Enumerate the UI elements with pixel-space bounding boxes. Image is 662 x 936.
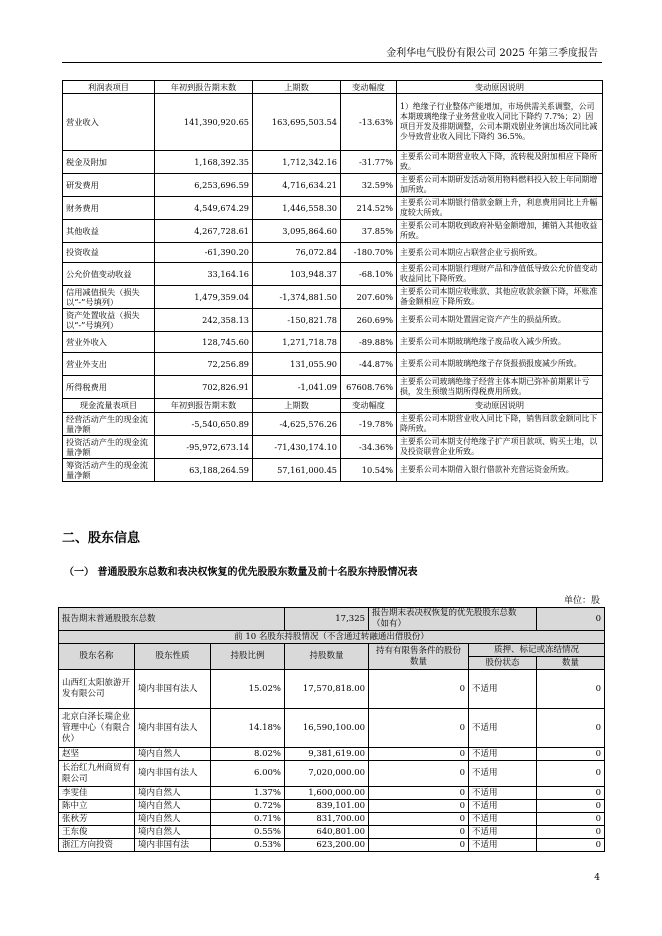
item-cell: 投资活动产生的现金流量净额 [63,436,155,459]
reason-cell: 主要系公司本期营业收入同比下降，销售回款金额同比下降所致。 [397,413,603,436]
col-header: 年初到报告期末数 [155,399,253,413]
prior-cell: -4,625,576.26 [253,413,341,436]
holder-status: 不适用 [469,761,537,787]
item-cell: 营业外收入 [63,332,155,353]
current-cell: 4,549,674.29 [155,197,253,220]
holder-nature: 境内自然人 [135,800,211,813]
holder-status: 不适用 [469,813,537,826]
holder-restricted: 0 [369,839,469,852]
current-cell: 1,168,392.35 [155,151,253,174]
current-cell: 1,479,359.04 [155,286,253,309]
item-cell: 其他收益 [63,220,155,243]
table-row [63,286,603,309]
holder-status: 不适用 [469,800,537,813]
col-header: 质押、标记或冻结情况 [469,644,605,657]
holder-status: 不适用 [469,670,537,709]
holder-name: 北京白泽长瑞企业管理中心（有限合伙） [59,709,135,748]
reason-cell: 主要系公司本期借入银行借款补充营运资金所致。 [397,459,603,482]
holder-name: 李雯佳 [59,787,135,800]
prior-cell: 1,712,342.16 [253,151,341,174]
holder-ratio: 15.02% [211,670,285,709]
table-row [63,309,603,332]
reason-cell: 主要系公司本期收到政府补贴金额增加，摊销入其他收益所致。 [397,220,603,243]
holder-restricted: 0 [369,748,469,761]
prior-cell: 131,055.90 [253,353,341,376]
holder-status: 不适用 [469,826,537,839]
table-row [63,197,603,220]
current-cell: 141,390,920.65 [155,94,253,151]
table-row [59,709,605,748]
table-row [59,748,605,761]
table-row [63,263,603,286]
col-header: 股东名称 [59,644,135,670]
table-row [63,243,603,263]
table-row [63,376,603,399]
holder-qty: 623,200.00 [285,839,369,852]
holder-amount: 0 [537,839,605,852]
holder-qty: 7,020,000.00 [285,761,369,787]
holder-name: 张秋芳 [59,813,135,826]
holder-restricted: 0 [369,670,469,709]
holder-restricted: 0 [369,826,469,839]
col-header: 股份状态 [469,657,537,670]
reason-cell: 主要系公司本期应占联营企业亏损所致。 [397,243,603,263]
change-cell: -34.36% [341,436,397,459]
current-cell: -5,540,650.89 [155,413,253,436]
holder-qty: 831,700.00 [285,813,369,826]
col-header: 持有有限售条件的股份数量 [369,644,469,670]
income-change-table [62,80,603,482]
holder-name: 赵坚 [59,748,135,761]
holder-name: 陈中立 [59,800,135,813]
prior-cell: 163,695,503.54 [253,94,341,151]
change-cell: 207.60% [341,286,397,309]
holder-restricted: 0 [369,787,469,800]
current-cell: 702,826.91 [155,376,253,399]
preferred-holders-value: 0 [537,608,605,631]
prior-cell: -1,374,881.50 [253,286,341,309]
holder-ratio: 0.71% [211,813,285,826]
table-row [63,332,603,353]
current-cell: 33,164.16 [155,263,253,286]
prior-cell: 1,446,558.30 [253,197,341,220]
item-cell: 研发费用 [63,174,155,197]
item-cell: 资产处置收益（损失以“-”号填列） [63,309,155,332]
holder-ratio: 8.02% [211,748,285,761]
change-cell: -180.70% [341,243,397,263]
page-header [62,40,602,63]
reason-cell: 主要系公司本期处置固定资产产生的损益所致。 [397,309,603,332]
holder-qty: 9,381,619.00 [285,748,369,761]
top10-title: 前 10 名股东持股情况（不含通过转融通出借股份） [59,631,605,644]
change-cell: -19.78% [341,413,397,436]
holder-amount: 0 [537,670,605,709]
current-cell: -61,390.20 [155,243,253,263]
change-cell: -89.88% [341,332,397,353]
reason-cell: 主要系公司本期研发活动领用物料燃料投入较上年同期增加所致。 [397,174,603,197]
holder-restricted: 0 [369,761,469,787]
holder-amount: 0 [537,813,605,826]
change-cell: 260.69% [341,309,397,332]
holder-amount: 0 [537,787,605,800]
current-cell: 242,358.13 [155,309,253,332]
total-holders-label: 报告期末普通股股东总数 [59,608,285,631]
item-cell: 所得税费用 [63,376,155,399]
total-holders-value: 17,325 [285,608,369,631]
header-title: 金利华电气股份有限公司 2025 年第三季度报告 [386,48,598,59]
col-header: 现金流量表项目 [63,399,155,413]
holder-nature: 境内自然人 [135,813,211,826]
change-cell: -68.10% [341,263,397,286]
reason-cell: 主要系公司本期银行借款金额上升，利息费用同比上升幅度较大所致。 [397,197,603,220]
holder-name: 长治红九州商贸有限公司 [59,761,135,787]
item-cell: 公允价值变动收益 [63,263,155,286]
change-cell: 214.52% [341,197,397,220]
holder-nature: 境内非国有法人 [135,761,211,787]
col-header: 上期数 [253,81,341,94]
col-header: 变动原因说明 [397,399,603,413]
current-cell: -95,972,673.14 [155,436,253,459]
prior-cell: -150,821.78 [253,309,341,332]
subsection-title: （一） 普通股股东总数和表决权恢复的优先股股东数量及前十名股东持股情况表 [64,567,418,578]
holder-amount: 0 [537,800,605,813]
change-cell: 37.85% [341,220,397,243]
page-number: 4 [594,873,600,883]
holder-status: 不适用 [469,839,537,852]
shareholder-table [58,607,605,852]
holder-qty: 839,101.00 [285,800,369,813]
holder-name: 王东俊 [59,826,135,839]
table-row [63,220,603,243]
table-row [59,800,605,813]
item-cell: 财务费用 [63,197,155,220]
table-row [59,787,605,800]
holder-name: 浙江方向投资 [59,839,135,852]
reason-cell: 主要系公司本期玻璃绝缘子存货报损报废减少所致。 [397,353,603,376]
holder-ratio: 0.72% [211,800,285,813]
holder-nature: 境内非国有法 [135,839,211,852]
current-cell: 4,267,728.61 [155,220,253,243]
col-header: 变动幅度 [341,399,397,413]
top10-title-row [59,631,605,644]
holder-nature: 境内自然人 [135,748,211,761]
item-cell: 税金及附加 [63,151,155,174]
income-table-header [63,81,603,94]
table-row [59,761,605,787]
col-header: 年初到报告期末数 [155,81,253,94]
change-cell: 67608.76% [341,376,397,399]
holder-ratio: 0.55% [211,826,285,839]
col-header: 变动幅度 [341,81,397,94]
holder-amount: 0 [537,761,605,787]
holder-qty: 16,590,100.00 [285,709,369,748]
holder-nature: 境内非国有法人 [135,709,211,748]
col-header: 上期数 [253,399,341,413]
table-row [63,353,603,376]
holder-ratio: 6.00% [211,761,285,787]
holder-qty: 1,600,000.00 [285,787,369,800]
item-cell: 营业外支出 [63,353,155,376]
reason-cell: 主要系公司玻璃绝缘子经营主体本期已弥补前期累计亏损，发生预缴当期所得税费用所致。 [397,376,603,399]
table-row [63,151,603,174]
holder-amount: 0 [537,709,605,748]
prior-cell: 57,161,000.45 [253,459,341,482]
table-row [59,826,605,839]
reason-cell: 主要系公司本期支付绝缘子扩产项目款项、购买土地，以及投资联营企业所致。 [397,436,603,459]
holder-status: 不适用 [469,787,537,800]
change-cell: 32.59% [341,174,397,197]
table-row [63,174,603,197]
holder-ratio: 14.18% [211,709,285,748]
change-cell: -44.87% [341,353,397,376]
col-header: 数量 [537,657,605,670]
holder-restricted: 0 [369,800,469,813]
change-cell: -31.77% [341,151,397,174]
prior-cell: 4,716,634.21 [253,174,341,197]
prior-cell: 76,072.84 [253,243,341,263]
current-cell: 128,745.60 [155,332,253,353]
reason-cell: 主要系公司本期营业收入下降，流转税及附加相应下降所致。 [397,151,603,174]
holder-ratio: 0.53% [211,839,285,852]
shareholder-header-row [59,644,605,657]
reason-cell: 1）绝缘子行业整体产能增加，市场供需关系调整，公司本期玻璃绝缘子业务营业收入同比下降约 7.7%；2）因项目开发及排期调整，公司本期戏剧业务演出场次同比减少导致营业收入同比下降约 36.5%。 [397,94,603,151]
item-cell: 经营活动产生的现金流量净额 [63,413,155,436]
prior-cell: 1,271,718.78 [253,332,341,353]
table-row [59,813,605,826]
section-title: 二、股东信息 [62,531,141,546]
col-header: 变动原因说明 [397,81,603,94]
reason-cell: 主要系公司本期银行理财产品和净值低导致公允价值变动收益同比下降所致。 [397,263,603,286]
holder-ratio: 1.37% [211,787,285,800]
prior-cell: -71,430,174.10 [253,436,341,459]
table-row [63,413,603,436]
table-row [59,839,605,852]
current-cell: 6,253,696.59 [155,174,253,197]
holder-nature: 境内非国有法人 [135,670,211,709]
prior-cell: 3,095,864.60 [253,220,341,243]
preferred-holders-label: 报告期末表决权恢复的优先股股东总数（如有） [369,608,537,631]
holder-status: 不适用 [469,709,537,748]
holder-nature: 境内自然人 [135,826,211,839]
col-header: 持股数量 [285,644,369,670]
table-row [63,94,603,151]
current-cell: 72,256.89 [155,353,253,376]
holder-nature: 境内自然人 [135,787,211,800]
reason-cell: 主要系公司本期玻璃绝缘子废品收入减少所致。 [397,332,603,353]
item-cell: 筹资活动产生的现金流量净额 [63,459,155,482]
prior-cell: 103,948.37 [253,263,341,286]
unit-label: 单位：股 [563,596,600,606]
holder-status: 不适用 [469,748,537,761]
holder-qty: 640,801.00 [285,826,369,839]
current-cell: 63,188,264.59 [155,459,253,482]
col-header: 持股比例 [211,644,285,670]
table-row [63,436,603,459]
change-cell: 10.54% [341,459,397,482]
table-row [63,459,603,482]
reason-cell: 主要系公司本期应收账款、其他应收款余额下降，坏账准备金额相应下降所致。 [397,286,603,309]
holder-qty: 17,570,818.00 [285,670,369,709]
item-cell: 投资收益 [63,243,155,263]
prior-cell: -1,041.09 [253,376,341,399]
change-cell: -13.63% [341,94,397,151]
holder-amount: 0 [537,748,605,761]
table-row [59,670,605,709]
cashflow-table-header [63,399,603,413]
holder-amount: 0 [537,826,605,839]
summary-row [59,608,605,631]
holder-restricted: 0 [369,709,469,748]
col-header: 利润表项目 [63,81,155,94]
item-cell: 信用减值损失（损失以“-”号填列） [63,286,155,309]
holder-restricted: 0 [369,813,469,826]
holder-name: 山西红太阳旅游开发有限公司 [59,670,135,709]
item-cell: 营业收入 [63,94,155,151]
col-header: 股东性质 [135,644,211,670]
